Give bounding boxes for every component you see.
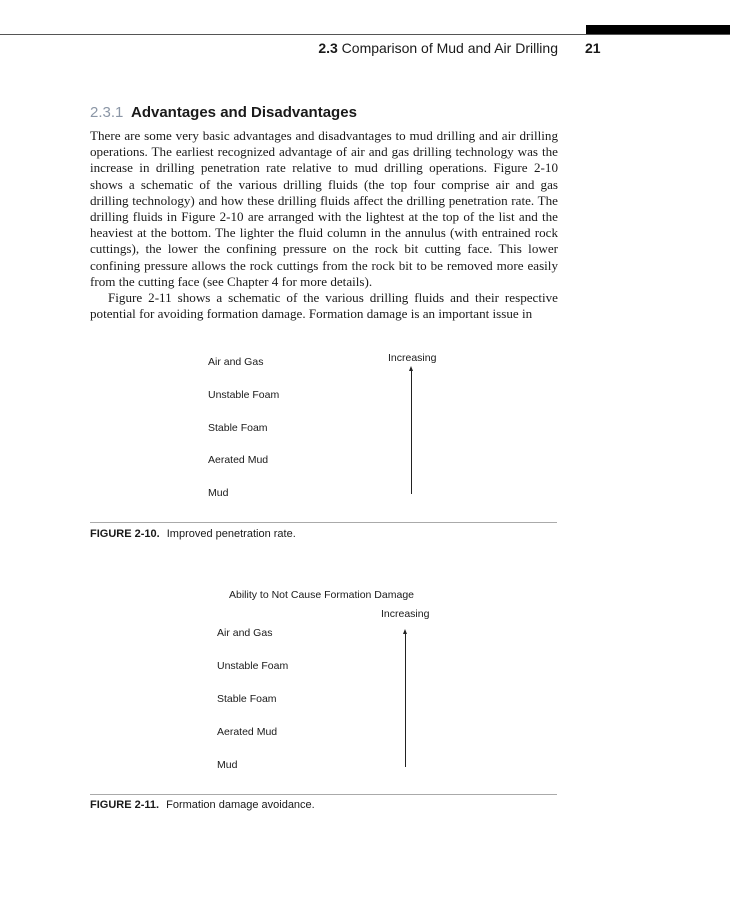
fig-2-11-increasing-label: Increasing — [381, 608, 430, 620]
fig-2-10-caption-text: Improved penetration rate. — [166, 528, 296, 540]
fig-2-10-caption-label: FIGURE 2-10. — [90, 528, 160, 540]
running-head-section-number: 2.3 — [318, 40, 338, 56]
section-heading-number: 2.3.1 — [90, 104, 124, 121]
fig-2-11-fluid-stable-foam: Stable Foam — [217, 693, 277, 705]
fig-2-10-caption — [90, 528, 296, 540]
fig-2-10-fluid-aerated-mud: Aerated Mud — [208, 454, 269, 466]
running-head-section-title: Comparison of Mud and Air Drilling — [341, 40, 558, 56]
fig-2-10-fluid-unstable-foam: Unstable Foam — [208, 389, 280, 401]
fig-2-10-fluid-stable-foam: Stable Foam — [208, 422, 268, 434]
fig-2-11-fluid-aerated-mud: Aerated Mud — [217, 726, 278, 738]
fig-2-11-caption-text: Formation damage avoidance. — [166, 799, 315, 811]
section-heading-title: Advantages and Disadvantages — [131, 104, 357, 121]
fig-2-11-caption — [90, 799, 315, 811]
fig-2-11-fluid-unstable-foam: Unstable Foam — [217, 660, 289, 672]
fig-2-10-increasing-label: Increasing — [388, 352, 437, 364]
fig-2-11-rule — [90, 794, 557, 795]
fig-2-11-caption-label: FIGURE 2-11. — [90, 799, 160, 811]
fig-2-10-rule — [90, 522, 557, 523]
fig-2-10-fluid-mud: Mud — [208, 487, 229, 499]
header-rule — [0, 34, 730, 35]
page-number: 21 — [585, 40, 601, 56]
paragraph-1: There are some very basic advantages and disadvantages to mud drilling and air drilling operations. The earliest recognized advantage of air and gas drilling technology was the increase in drilling penetration rate relative to mud drilling operations. Figure 2-10 shows a schematic of the various drilling fluids (the top four comprise air and gas drilling technology) and how these drilling fluids affect the drilling penetration rate. The drilling fluids in Figure 2-10 are arranged with the lightest at the top of the list and the heaviest at the bottom. The lighter the fluid column in the annulus (with entrained rock cuttings), the lower the confining pressure on the rock bit cutting face. This lower confining pressure allows the rock cuttings from the rock bit to be removed more easily from the cutting face (see Chapter 4 for more details). — [90, 128, 558, 289]
fig-2-10-arrow-shaft — [411, 370, 412, 494]
fig-2-11-fluid-mud: Mud — [217, 759, 238, 771]
fig-2-10-fluid-air-gas: Air and Gas — [208, 356, 264, 368]
paragraph-2: Figure 2-11 shows a schematic of the various drilling fluids and their respective potential for avoiding formation damage. Formation damage is an important issue in — [90, 290, 558, 322]
fig-2-11-title: Ability to Not Cause Formation Damage — [229, 589, 414, 601]
fig-2-11-arrow-shaft — [405, 633, 406, 767]
running-head — [250, 40, 558, 56]
fig-2-11-fluid-air-gas: Air and Gas — [217, 627, 273, 639]
body-text — [90, 128, 558, 322]
section-heading — [90, 104, 357, 121]
